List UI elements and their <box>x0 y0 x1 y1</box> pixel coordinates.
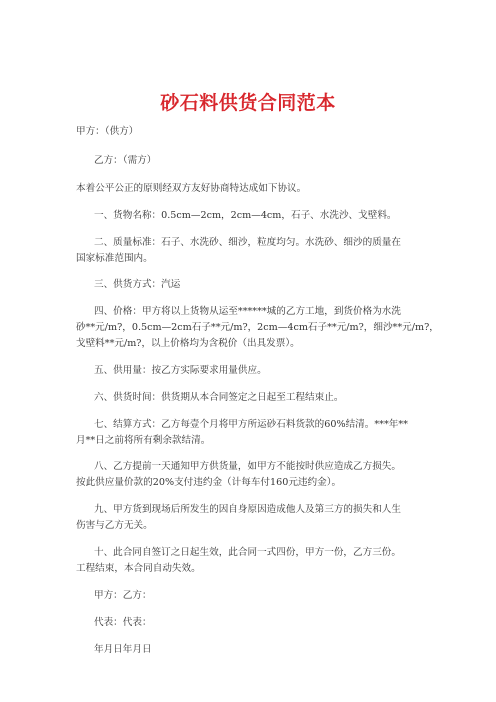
clause-5: 五、供用量：按乙方实际要求用量供应。 <box>94 365 267 376</box>
clause-10-line-2: 工程结束，本合同自动失效。 <box>76 563 201 574</box>
document-title: 砂石料供货合同范本 <box>160 92 336 114</box>
intro-paragraph: 本着公平公正的原则经双方友好协商特达成如下协议。 <box>76 183 307 194</box>
clause-7-line-1: 七、结算方式：乙方每壹个月将甲方所运砂石料货款的60%结清。***年** <box>94 419 408 430</box>
clause-4-line-2: 砂**元/m?，0.5cm—2cm石子**元/m?，2cm—4cm石子**元/m?，细沙**元/m?， <box>76 322 439 333</box>
party-b-line: 乙方：（需方） <box>94 155 157 166</box>
clause-7-line-2: 月**日之前将所有剩余款结清。 <box>76 435 211 446</box>
signature-parties: 甲方：乙方： <box>94 590 152 601</box>
clause-4-line-3: 戈壁料**元/m?，以上价格均为含税价（出具发票）。 <box>76 338 300 349</box>
clause-8-line-2: 按此供应量价款的20%支付违约金（计每车付160元违约金）。 <box>76 477 342 488</box>
clause-9-line-1: 九、甲方货到现场后所发生的因自身原因造成他人及第三方的损失和人生 <box>94 504 401 515</box>
clause-1: 一、货物名称：0.5cm—2cm，2cm—4cm，石子、水洗沙、戈壁料。 <box>94 210 397 221</box>
clause-6: 六、供货时间：供货期从本合同签定之日起至工程结束止。 <box>94 392 344 403</box>
signature-dates: 年月日年月日 <box>94 644 152 655</box>
clause-2-line-2: 国家标准范围内。 <box>76 253 153 264</box>
clause-2-line-1: 二、质量标准：石子、水洗砂、细沙，粒度均匀。水洗砂、细沙的质量在 <box>94 237 401 248</box>
clause-8-line-1: 八、乙方提前一天通知甲方供货量，如甲方不能按时供应造成乙方损失。 <box>94 461 401 472</box>
clause-10-line-1: 十、此合同自签订之日起生效，此合同一式四份，甲方一份，乙方三份。 <box>94 547 401 558</box>
clause-9-line-2: 伤害与乙方无关。 <box>76 520 153 531</box>
party-a-line: 甲方：（供方） <box>76 126 139 137</box>
clause-4-line-1: 四、价格：甲方将以上货物从运至******城的乙方工地，到货价格为水洗 <box>94 306 401 317</box>
clause-3: 三、供货方式：汽运 <box>94 279 181 290</box>
signature-representatives: 代表：代表： <box>94 617 152 628</box>
